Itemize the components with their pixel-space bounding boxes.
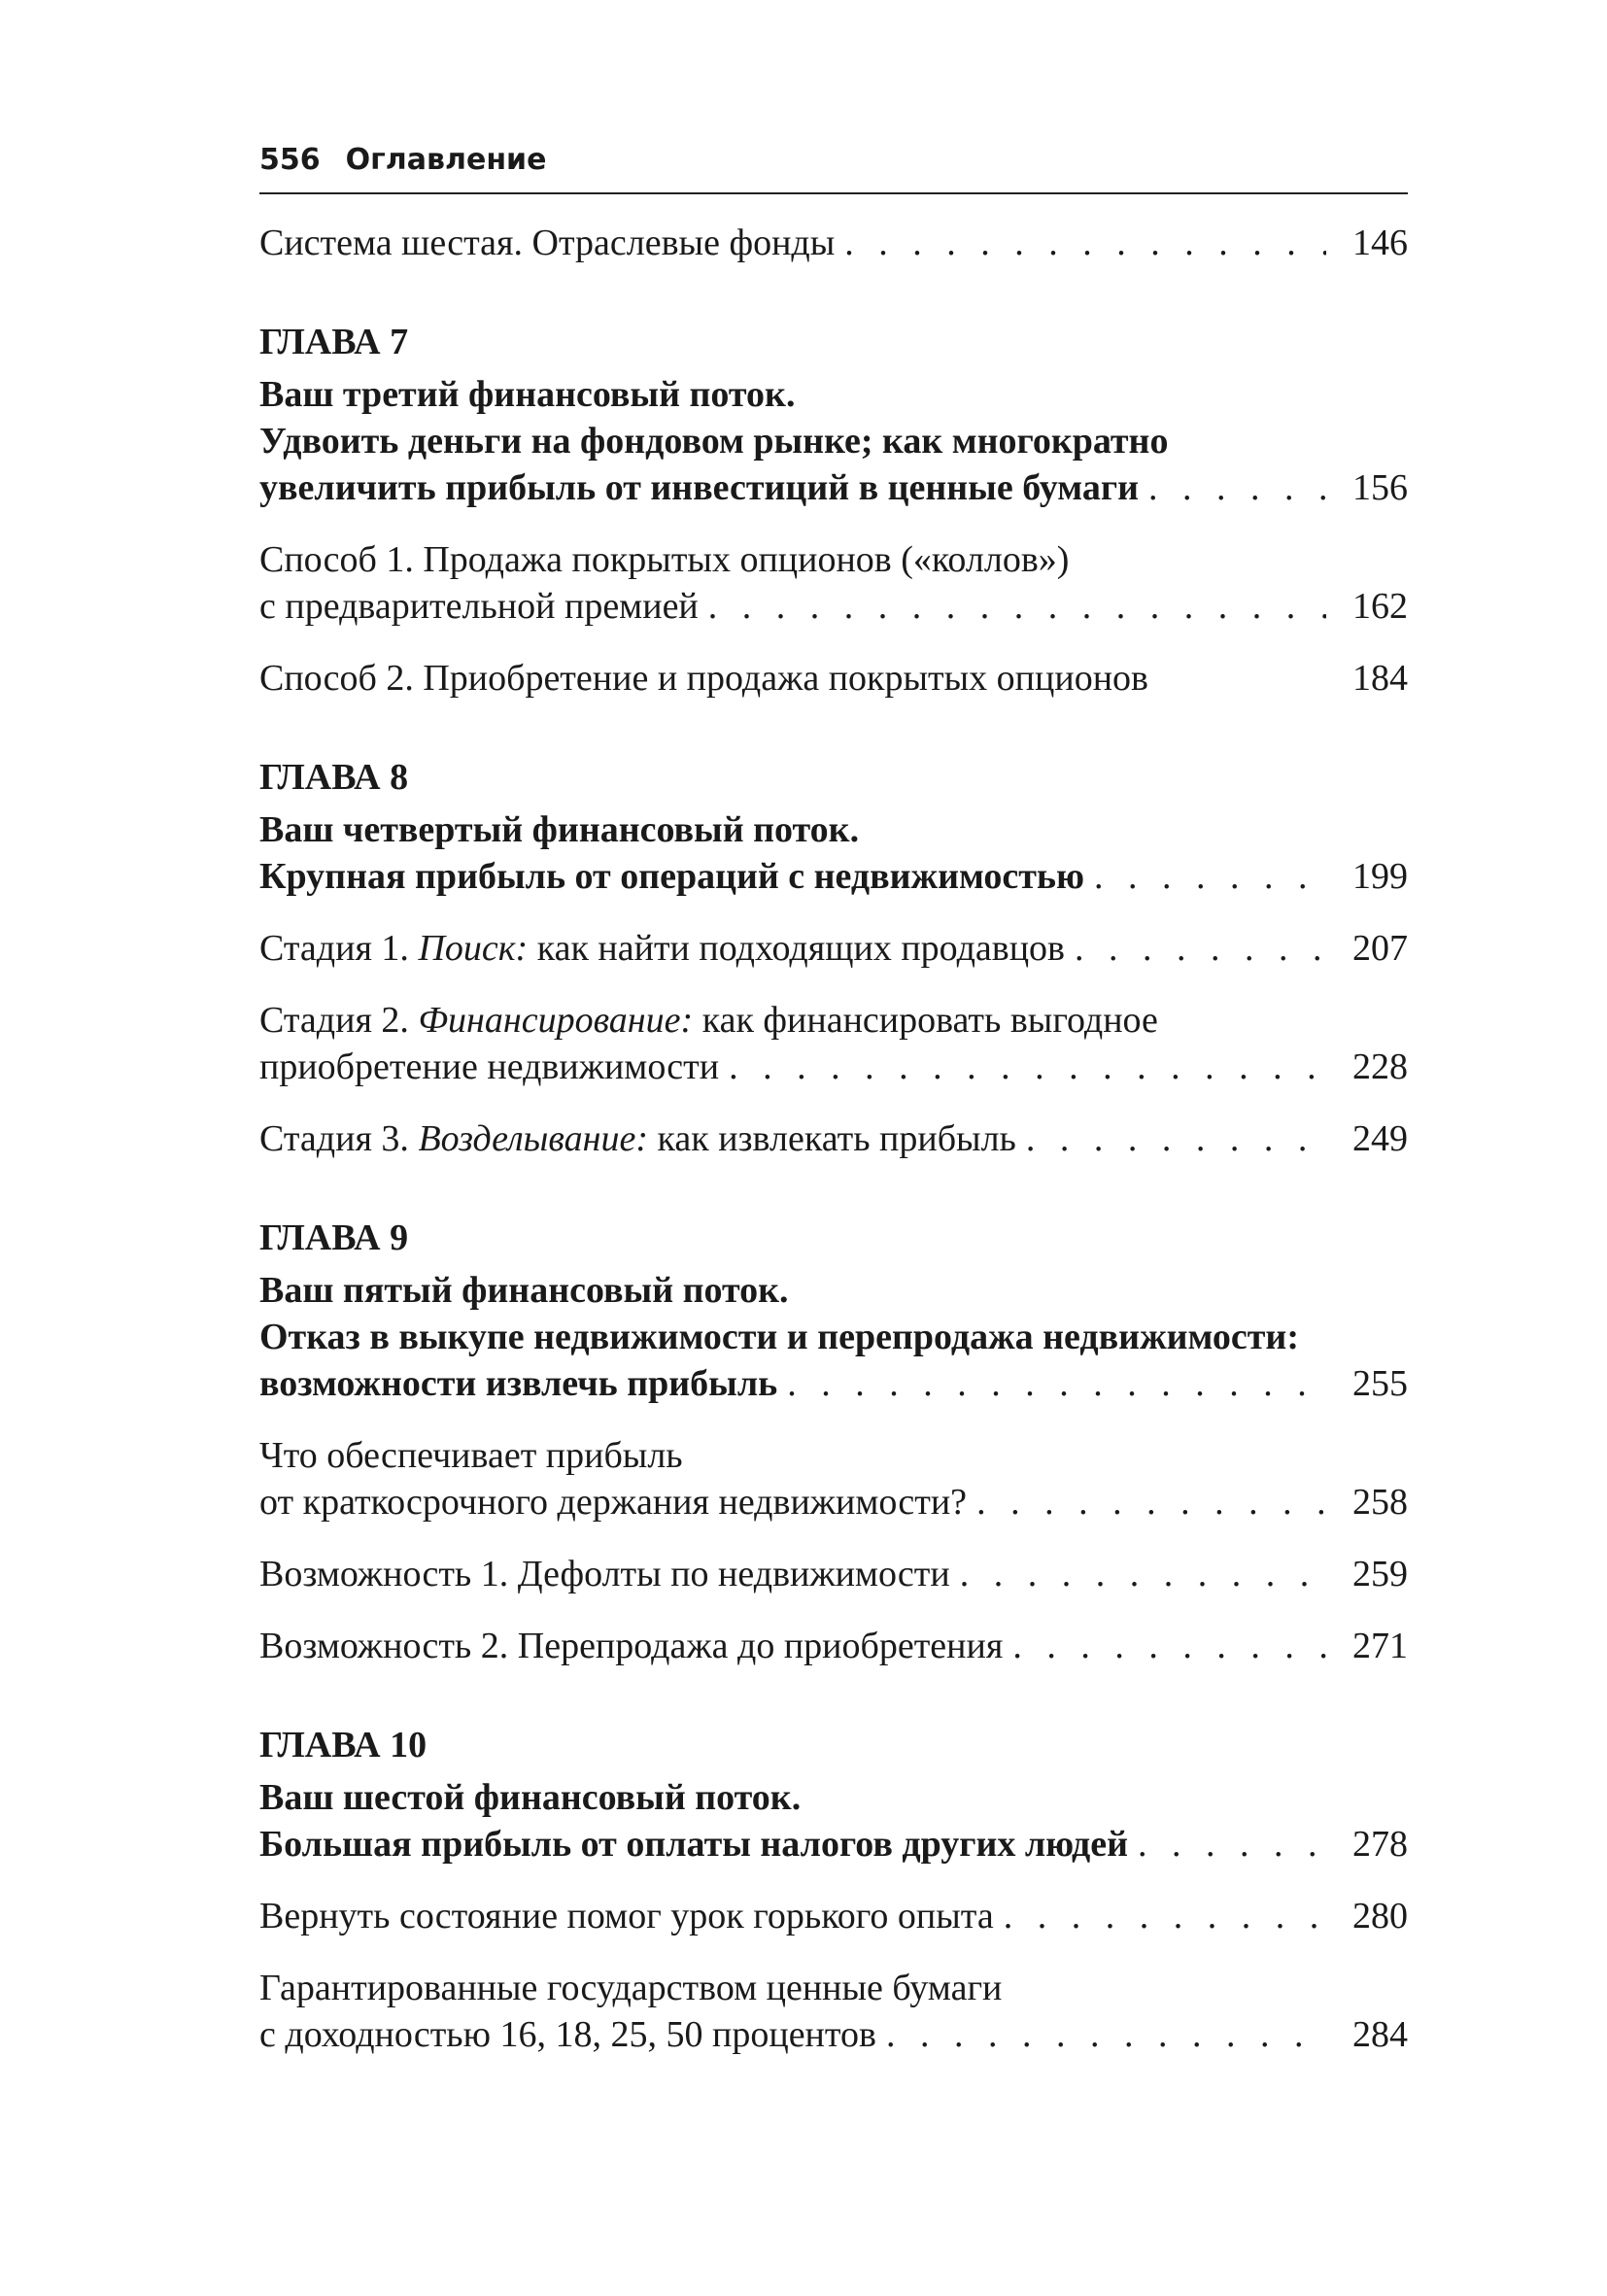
chapter-title-text: увеличить прибыль от инвестиций в ценные бумаги bbox=[259, 467, 1140, 508]
entry-suffix: как извлекать прибыль bbox=[648, 1118, 1016, 1159]
toc-entry-title: приобретение недвижимости bbox=[259, 1046, 720, 1087]
toc-page-number: 184 bbox=[1352, 658, 1408, 699]
chapter-8 bbox=[259, 754, 1408, 1162]
dot-leader bbox=[1004, 1893, 1326, 1939]
dot-leader bbox=[1138, 1821, 1326, 1868]
chapter-title-text: возможности извлечь прибыль bbox=[259, 1363, 778, 1404]
toc-page-number: 271 bbox=[1352, 1626, 1408, 1666]
toc-entry-line bbox=[259, 1893, 1408, 1939]
dot-leader bbox=[960, 1551, 1326, 1597]
dot-leader bbox=[729, 1044, 1326, 1090]
toc-entry-line bbox=[259, 1115, 1408, 1162]
chapter-title-line: Удвоить деньги на фондовом рынке; как многократно bbox=[259, 421, 1169, 462]
toc-page-number: 284 bbox=[1352, 2014, 1408, 2055]
toc-entry-line bbox=[259, 220, 1408, 266]
toc-entry-title: Возможность 1. Дефолты по недвижимости bbox=[259, 1554, 950, 1594]
toc-page-number: 228 bbox=[1352, 1046, 1408, 1087]
chapter-title bbox=[259, 1774, 1408, 1868]
toc-entry-line bbox=[259, 925, 1408, 972]
dot-leader bbox=[1012, 1623, 1326, 1669]
dot-leader bbox=[1075, 925, 1326, 972]
chapter-label: ГЛАВА 10 bbox=[259, 1725, 427, 1765]
toc-page-number: 146 bbox=[1352, 223, 1408, 263]
section-title: Оглавление bbox=[345, 142, 547, 177]
toc-entry bbox=[259, 536, 1408, 630]
toc-page-number: 278 bbox=[1352, 1824, 1408, 1865]
entry-italic: Поиск: bbox=[418, 928, 529, 969]
toc-page-number: 280 bbox=[1352, 1896, 1408, 1936]
toc-entry bbox=[259, 1432, 1408, 1525]
chapter-title-last-line bbox=[259, 464, 1408, 511]
toc-entry-title bbox=[259, 1115, 1016, 1162]
toc-entry-title: Вернуть состояние помог урок горького опыта bbox=[259, 1896, 994, 1936]
toc-entry bbox=[259, 655, 1408, 702]
dot-leader bbox=[886, 2011, 1326, 2058]
toc-page-number: 207 bbox=[1352, 928, 1408, 969]
chapter-title-text: Крупная прибыль от операций с недвижимостью bbox=[259, 856, 1085, 897]
toc-page-number: 259 bbox=[1352, 1554, 1408, 1594]
toc-entry-line bbox=[259, 997, 1408, 1044]
toc-entry bbox=[259, 1893, 1408, 1939]
entry-italic: Возделывание: bbox=[418, 1118, 648, 1159]
toc-entry-line bbox=[259, 655, 1408, 702]
entry-prefix: Стадия 3. bbox=[259, 1118, 419, 1159]
entry-prefix: Стадия 2. bbox=[259, 1000, 419, 1041]
dot-leader bbox=[787, 1360, 1326, 1407]
toc-entry-line bbox=[259, 1623, 1408, 1669]
entry-italic: Финансирование: bbox=[418, 1000, 694, 1041]
toc-page-number: 258 bbox=[1352, 1482, 1408, 1523]
toc-entry-line bbox=[259, 1044, 1408, 1090]
chapter-title-last-line bbox=[259, 853, 1408, 900]
toc-entry-line bbox=[259, 583, 1408, 630]
toc-entry bbox=[259, 1965, 1408, 2058]
toc-entry-line bbox=[259, 1551, 1408, 1597]
toc-page-number: 162 bbox=[1352, 586, 1408, 627]
entry-suffix: как финансировать выгодное bbox=[693, 1000, 1158, 1041]
dot-leader bbox=[1026, 1115, 1326, 1162]
chapter-label: ГЛАВА 9 bbox=[259, 1217, 409, 1258]
page-number: 556 bbox=[259, 142, 321, 177]
toc-entry-line bbox=[259, 1479, 1408, 1525]
toc-page-number: 249 bbox=[1352, 1118, 1408, 1159]
chapter-label: ГЛАВА 7 bbox=[259, 322, 409, 362]
toc-entry-line: Способ 1. Продажа покрытых опционов («коллов») bbox=[259, 539, 1070, 580]
chapter-title-text: Большая прибыль от оплаты налогов других людей bbox=[259, 1824, 1129, 1865]
chapter-title bbox=[259, 806, 1408, 900]
running-head bbox=[259, 136, 1408, 183]
toc-entry bbox=[259, 1115, 1408, 1162]
dot-leader bbox=[1094, 853, 1326, 900]
toc-entry-title bbox=[259, 925, 1065, 972]
toc-entry-line: Гарантированные государством ценные бумаги bbox=[259, 1968, 1003, 2008]
toc-entry-title: с доходностью 16, 18, 25, 50 процентов bbox=[259, 2014, 876, 2055]
chapter-7 bbox=[259, 319, 1408, 702]
chapter-title bbox=[259, 1267, 1408, 1407]
dot-leader bbox=[976, 1479, 1326, 1525]
chapter-title-line: Отказ в выкупе недвижимости и перепродажа недвижимости: bbox=[259, 1317, 1299, 1357]
toc-page-number: 156 bbox=[1352, 467, 1408, 508]
toc-entry bbox=[259, 1623, 1408, 1669]
chapter-10 bbox=[259, 1722, 1408, 2058]
entry-suffix: как найти подходящих продавцов bbox=[528, 928, 1065, 969]
toc-entry bbox=[259, 1551, 1408, 1597]
toc-entry-title: Способ 2. Приобретение и продажа покрытых опционов bbox=[259, 658, 1148, 699]
chapter-title-line: Ваш четвертый финансовый поток. bbox=[259, 809, 860, 850]
chapter-title-last-line bbox=[259, 1360, 1408, 1407]
chapter-label: ГЛАВА 8 bbox=[259, 757, 409, 798]
toc-entry-title: от краткосрочного держания недвижимости? bbox=[259, 1482, 968, 1523]
toc-entry-title: Возможность 2. Перепродажа до приобретения bbox=[259, 1626, 1004, 1666]
toc-entry-title: с предварительной премией bbox=[259, 586, 699, 627]
toc-page-number: 199 bbox=[1352, 856, 1408, 897]
toc-entry bbox=[259, 925, 1408, 972]
toc-entry-line bbox=[259, 2011, 1408, 2058]
chapter-title-line: Ваш пятый финансовый поток. bbox=[259, 1270, 789, 1311]
toc-entry-title: Система шестая. Отраслевые фонды bbox=[259, 223, 836, 263]
toc-page bbox=[259, 136, 1408, 2083]
chapter-title-line: Ваш третий финансовый поток. bbox=[259, 374, 796, 415]
chapter-9 bbox=[259, 1215, 1408, 1669]
chapter-title bbox=[259, 371, 1408, 511]
toc-page-number: 255 bbox=[1352, 1363, 1408, 1404]
entry-prefix: Стадия 1. bbox=[259, 928, 419, 969]
dot-leader bbox=[1148, 464, 1326, 511]
toc-entry bbox=[259, 997, 1408, 1090]
dot-leader bbox=[708, 583, 1326, 630]
toc-entry bbox=[259, 220, 1408, 266]
chapter-title-last-line bbox=[259, 1821, 1408, 1868]
toc-entry-line: Что обеспечивает прибыль bbox=[259, 1435, 683, 1476]
header-rule bbox=[259, 192, 1408, 194]
dot-leader bbox=[844, 220, 1326, 266]
chapter-title-line: Ваш шестой финансовый поток. bbox=[259, 1777, 802, 1818]
